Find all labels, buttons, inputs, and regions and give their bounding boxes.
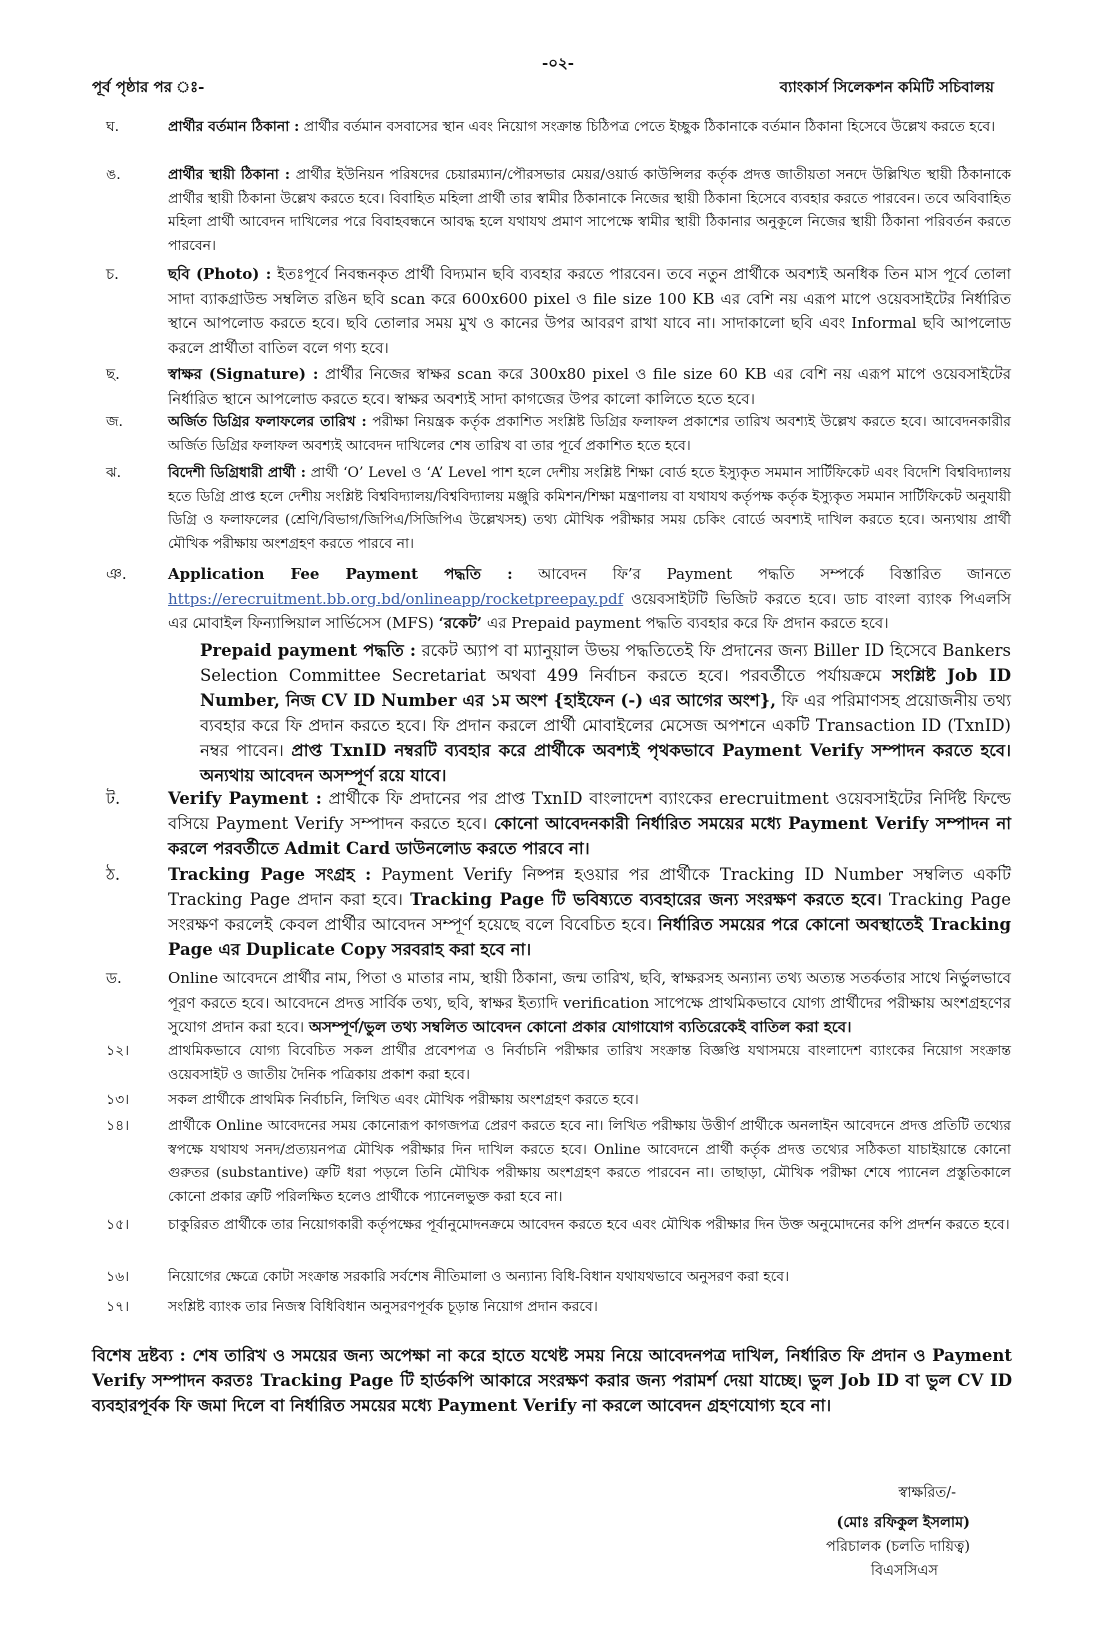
item-text: সংশ্লিষ্ট ব্যাংক তার নিজস্ব বিধিবিধান অনুসরণপূর্বক চূড়ান্ত নিয়োগ প্রদান করবে। (168, 1299, 598, 1315)
item-marker: ১৪। (106, 1118, 130, 1134)
item-text: ওয়েবসাইটটি ভিজিট করতে হবে। ডাচ বাংলা ব্যাংক পিএলসি এর মোবাইল ফিন্যান্সিয়াল সার্ভিসেস (MFS) (168, 589, 1011, 632)
item-present-address (106, 116, 1011, 140)
item-title: Application Fee Payment পদ্ধতি : (168, 565, 513, 583)
item-text: Tracking Page সংরক্ষণ করলেই কেবল প্রার্থীর আবেদন সম্পূর্ণ হয়েছে বলে বিবেচিত হবে। (168, 890, 1011, 934)
item-marker: ঠ. (106, 865, 121, 884)
item-text: নিয়োগের ক্ষেত্রে কোটা সংক্রান্ত সরকারি সর্বশেষ নীতিমালা ও অন্যান্য বিধি-বিধান যথাযথভাবে অনুসরণ করা হবে। (168, 1269, 790, 1285)
item-text: পরীক্ষা নিয়ন্ত্রক কর্তৃক প্রকাশিত সংশ্লিষ্ট ডিগ্রির ফলাফল প্রকাশের তারিখ অবশ্যই উল্লেখ করতে হবে। আবেদনকারীর অর্জিত ডিগ্রির ফলাফল অবশ্যই আবেদন দাখিলের শেষ তারিখ বা তার পূর্বে প্রকাশিত হতে হবে। (168, 414, 1011, 454)
item-foreign-degree (106, 462, 1011, 556)
item-16 (106, 1266, 1011, 1290)
item-text: প্রাথমিকভাবে যোগ্য বিবেচিত সকল প্রার্থীর প্রবেশপত্র ও নির্বাচনি পরীক্ষার তারিখ সংক্রান্ত বিজ্ঞপ্তি যথাসময়ে বাংলাদেশ ব্যাংকের নিয়োগ সংক্রান্ত ওয়েবসাইট ও জাতীয় দৈনিক পত্রিকায় প্রকাশ করা হবে। (168, 1043, 1011, 1083)
signatory-org: বিএসসিএস (870, 1563, 938, 1579)
item-text: এর Prepaid payment পদ্ধতি ব্যবহার করে ফি প্রদান করতে হবে। (486, 614, 889, 632)
item-result-date (106, 411, 1011, 458)
item-fee-payment (106, 562, 1011, 636)
item-text: প্রার্থীর ইউনিয়ন পরিষদের চেয়ারম্যান/পৌরসভার মেয়র/ওয়ার্ড কাউন্সিলর কর্তৃক প্রদত্ত জাতীয়তা সনদে উল্লিখিত স্থায়ী ঠিকানাকে প্রার্থীর স্থায়ী ঠিকানা উল্লেখ করতে হবে। বিবাহিত মহিলা প্রার্থী তার স্বামীর ঠিকানাকে নিজের স্থায়ী ঠিকানা হিসেবে ব্যবহার করতে পারবেন। তবে অবিবাহিত মহিলা প্রার্থী আবেদন দাখিলের পরে বিবাহবন্ধনে আবদ্ধ হলে যথাযথ প্রমাণ সাপেক্ষে স্বামীর স্থায়ী ঠিকানার অনুকূলে নিজের স্থায়ী ঠিকানা পরিবর্তন করতে পারবেন। (168, 167, 1011, 254)
item-title: প্রার্থীর স্থায়ী ঠিকানা : (168, 167, 291, 183)
item-text: Payment Verify নিষ্পন্ন হওয়ার পর প্রার্থীকে Tracking ID Number সম্বলিত একটি Tracking Page প্রদান করা হবে। (168, 865, 1011, 909)
item-marker: ঞ. (106, 565, 127, 583)
prepaid-payment-block (200, 638, 1011, 788)
item-17 (106, 1296, 1011, 1320)
item-permanent-address (106, 164, 1011, 258)
item-marker: ১৬। (106, 1269, 130, 1285)
item-title: বিদেশী ডিগ্রিধারী প্রার্থী : (168, 465, 306, 481)
special-note: বিশেষ দ্রষ্টব্য : শেষ তারিখ ও সময়ের জন্য অপেক্ষা না করে হাতে যথেষ্ট সময় নিয়ে আবেদনপত্র দাখিল, নির্ধারিত ফি প্রদান ও Payment Verify সম্পাদন করতঃ Tracking Page টি হার্ডকপি আকারে সংরক্ষণ করার জন্য পরামর্শ দেয়া যাচ্ছে। ভুল Job ID বা ভুল CV ID ব্যবহারপূর্বক ফি জমা দিলে বা নির্ধারিত সময়ের মধ্যে Payment Verify না করলে আবেদন গ্রহণযোগ্য হবে না। (92, 1346, 1012, 1415)
payment-info-link[interactable]: https://erecruitment.bb.org.bd/onlineapp/rocketpreepay.pdf (168, 589, 624, 608)
item-signature (106, 362, 1011, 411)
item-bold: Tracking Page টি ভবিষ্যতে ব্যবহারের জন্য সংরক্ষণ করতে হবে। (410, 890, 882, 909)
item-marker: জ. (106, 414, 123, 430)
item-tracking-page (106, 862, 1011, 962)
item-text: প্রার্থী ‘O’ Level ও ‘A’ Level পাশ হলে দেশীয় সংশ্লিষ্ট শিক্ষা বোর্ড হতে ইস্যুকৃত সমমান সার্টিফিকেট এবং বিদেশি বিশ্ববিদ্যালয় হতে ডিগ্রি প্রাপ্ত হলে দেশীয় সংশ্লিষ্ট বিশ্ববিদ্যালয়/বিশ্ববিদ্যালয় মঞ্জুরি কমিশন/শিক্ষা মন্ত্রণালয় বা যথাযথ কর্তৃপক্ষ কর্তৃক ইস্যুকৃত সমমান সার্টিফিকেট অনুযায়ী ডিগ্রি ও ফলাফলের (শ্রেণি/বিভাগ/জিপিএ/সিজিপিএ উল্লেখসহ) তথ্য মৌখিক পরীক্ষার সময় চেকিং বোর্ডে অবশ্যই দাখিল করতে হবে। অন্যথায় প্রার্থী মৌখিক পরীক্ষায় অংশগ্রহণ করতে পারবে না। (168, 465, 1011, 552)
item-15 (106, 1214, 1011, 1238)
item-marker: ঙ. (106, 167, 121, 183)
prepaid-title: Prepaid payment পদ্ধতি : (200, 641, 416, 660)
item-marker: ১৭। (106, 1299, 130, 1315)
item-text: প্রার্থীর নিজের স্বাক্ষর scan করে 300x80 pixel ও file size 60 KB এর বেশি নয় এরূপ মাপে ওয়েবসাইটের নির্ধারিত স্থানে আপলোড করতে হবে। স্বাক্ষর অবশ্যই সাদা কাগজের উপর কালো কালিতে হতে হবে। (168, 365, 1011, 408)
item-title: Tracking Page সংগ্রহ : (168, 865, 372, 884)
item-marker: ড. (106, 969, 122, 987)
item-marker: ১৩। (106, 1092, 130, 1108)
signatory-designation: পরিচালক (চলতি দায়িত্ব) (826, 1539, 970, 1555)
item-bold: কোনো আবেদনকারী নির্ধারিত সময়ের মধ্যে Payment Verify সম্পাদন না করলে পরবর্তীতে Admit Card ডাউনলোড করতে পারবে না। (168, 814, 1011, 858)
item-bold: অসম্পূর্ণ/ভুল তথ্য সম্বলিত আবেদন কোনো প্রকার যোগাযোগ ব্যতিরেকেই বাতিল করা হবে। (308, 1018, 852, 1036)
prepaid-bold: সংশ্লিষ্ট Job ID Number, নিজ CV ID Number এর ১ম অংশ {হাইফেন (-) এর আগের অংশ}, (200, 666, 1011, 710)
item-bold: নির্ধারিত সময়ের পরে কোনো অবস্থাতেই Tracking Page এর Duplicate Copy সরবরাহ করা হবে না। (168, 915, 1012, 959)
item-marker: ছ. (106, 365, 120, 383)
item-marker: চ. (106, 265, 119, 283)
item-title: ছবি (Photo) : (168, 265, 272, 283)
item-text: আবেদন ফি’র Payment পদ্ধতি সম্পর্কে বিস্তারিত জানতে (538, 565, 1011, 583)
item-verify-payment (106, 786, 1011, 861)
item-text: প্রার্থীর বর্তমান বসবাসের স্থান এবং নিয়োগ সংক্রান্ত চিঠিপত্র পেতে ইচ্ছুক ঠিকানাকে বর্তমান ঠিকানা হিসেবে উল্লেখ করতে হবে। (303, 119, 996, 135)
item-text: প্রার্থীকে ফি প্রদানের পর প্রাপ্ত TxnID বাংলাদেশ ব্যাংকের erecruitment ওয়েবসাইটের নির্দিষ্ট ফিল্ডে বসিয়ে Payment Verify সম্পাদন করতে হবে। (168, 789, 1011, 833)
prepaid-bold: প্রাপ্ত TxnID নম্বরটি ব্যবহার করে প্রার্থীকে অবশ্যই পৃথকভাবে Payment Verify সম্পাদন করতে হবে। অন্যথায় আবেদন অসম্পূর্ণ রয়ে যাবে। (200, 741, 1011, 785)
item-text: চাকুরিরত প্রার্থীকে তার নিয়োগকারী কর্তৃপক্ষের পূর্বানুমোদনক্রমে আবেদন করতে হবে এবং মৌখিক পরীক্ষার দিন উক্ত অনুমোদনের কপি প্রদর্শন করতে হবে। (168, 1217, 1010, 1233)
item-text: প্রার্থীকে Online আবেদনের সময় কোনোরূপ কাগজপত্র প্রেরণ করতে হবে না। লিখিত পরীক্ষায় উত্তীর্ণ প্রার্থীকে অনলাইন আবেদনে প্রদত্ত প্রতিটি তথ্যের স্বপক্ষে যথাযথ সনদ/প্রত্যয়নপত্র মৌখিক পরীক্ষার দিন দাখিল করতে হবে। Online আবেদনে প্রার্থী কর্তৃক প্রদত্ত তথ্যের সঠিকতা যাচাইয়ান্তে কোনো গুরুতর (substantive) ত্রুটি ধরা পড়লে তিনি মৌখিক পরীক্ষায় অংশগ্রহণ করতে পারবেন না। তাছাড়া, মৌখিক পরীক্ষা শেষে প্যানেল প্রস্তুতিকালে কোনো প্রকার ত্রুটি পরিলক্ষিত হলেও প্রার্থীকে প্যানেলভুক্ত করা হবে না। (168, 1118, 1011, 1205)
item-text: ইতঃপূর্বে নিবন্ধনকৃত প্রার্থী বিদ্যমান ছবি ব্যবহার করতে পারবেন। তবে নতুন প্রার্থীকে অবশ্যই অনধিক তিন মাস পূর্বে তোলা সাদা ব্যাকগ্রাউন্ড সম্বলিত রঙিন ছবি scan করে 600x600 pixel ও file size 100 KB এর বেশি নয় এরূপ মাপে ওয়েবসাইটের নির্ধারিত স্থানে আপলোড করতে হবে। ছবি তোলার সময় মুখ ও কানের উপর আবরণ রাখা যাবে না। সাদাকালো ছবি এবং Informal ছবি আপলোড করলে প্রার্থীতা বাতিল বলে গণ্য হবে। (168, 265, 1011, 357)
item-title: স্বাক্ষর (Signature) : (168, 365, 319, 383)
prepaid-text: রকেট অ্যাপ বা ম্যানুয়াল উভয় পদ্ধতিতেই ফি প্রদানের জন্য Biller ID হিসেবে Bankers Selection Committee Secretariat অথবা 499 নির্বাচন করতে হবে। পরবর্তীতে পর্যায়ক্রমে (200, 641, 1011, 685)
item-12 (106, 1040, 1011, 1087)
item-marker: ১২। (106, 1043, 130, 1059)
item-title: অর্জিত ডিগ্রির ফলাফলের তারিখ : (168, 414, 367, 430)
item-14 (106, 1115, 1011, 1209)
item-text: Online আবেদনে প্রার্থীর নাম, পিতা ও মাতার নাম, স্থায়ী ঠিকানা, জন্ম তারিখ, ছবি, স্বাক্ষরসহ অন্যান্য তথ্য অত্যন্ত সতর্কতার সাথে নির্ভুলভাবে পূরণ করতে হবে। আবেদনে প্রদত্ত সার্বিক তথ্য, ছবি, স্বাক্ষর ইত্যাদি verification সাপেক্ষে প্রাথমিকভাবে যোগ্য প্রার্থীদের পরীক্ষায় অংশগ্রহণের সুযোগ প্রদান করা হবে। (168, 969, 1011, 1036)
office-name: ব্যাংকার্স সিলেকশন কমিটি সচিবালয় (779, 78, 994, 96)
item-title: Verify Payment : (168, 789, 322, 808)
page-number: -০২- (542, 54, 574, 72)
item-marker: ১৫। (106, 1217, 130, 1233)
item-13 (106, 1089, 1011, 1113)
item-marker: ঝ. (106, 465, 122, 481)
rocket-label: ‘রকেট’ (438, 614, 483, 632)
continued-label: পূর্ব পৃষ্ঠার পর ঃ- (92, 78, 205, 96)
item-photo (106, 262, 1011, 360)
prepaid-text: ফি এর পরিমাণসহ প্রয়োজনীয় তথ্য ব্যবহার করে ফি প্রদান করতে হবে। ফি প্রদান করলে প্রার্থী মোবাইলের মেসেজ অপশনে একটি Transaction ID (TxnID) নম্বর পাবেন। (200, 691, 1011, 760)
signatory-name: (মোঃ রফিকুল ইসলাম) (836, 1514, 970, 1531)
signed-label: স্বাক্ষরিত/- (898, 1485, 956, 1501)
item-marker: ঘ. (106, 119, 120, 135)
item-title: প্রার্থীর বর্তমান ঠিকানা : (168, 119, 300, 135)
item-marker: ট. (106, 789, 121, 808)
item-text: সকল প্রার্থীকে প্রাথমিক নির্বাচনি, লিখিত এবং মৌখিক পরীক্ষায় অংশগ্রহণ করতে হবে। (168, 1092, 639, 1108)
item-online-accuracy (106, 966, 1011, 1040)
